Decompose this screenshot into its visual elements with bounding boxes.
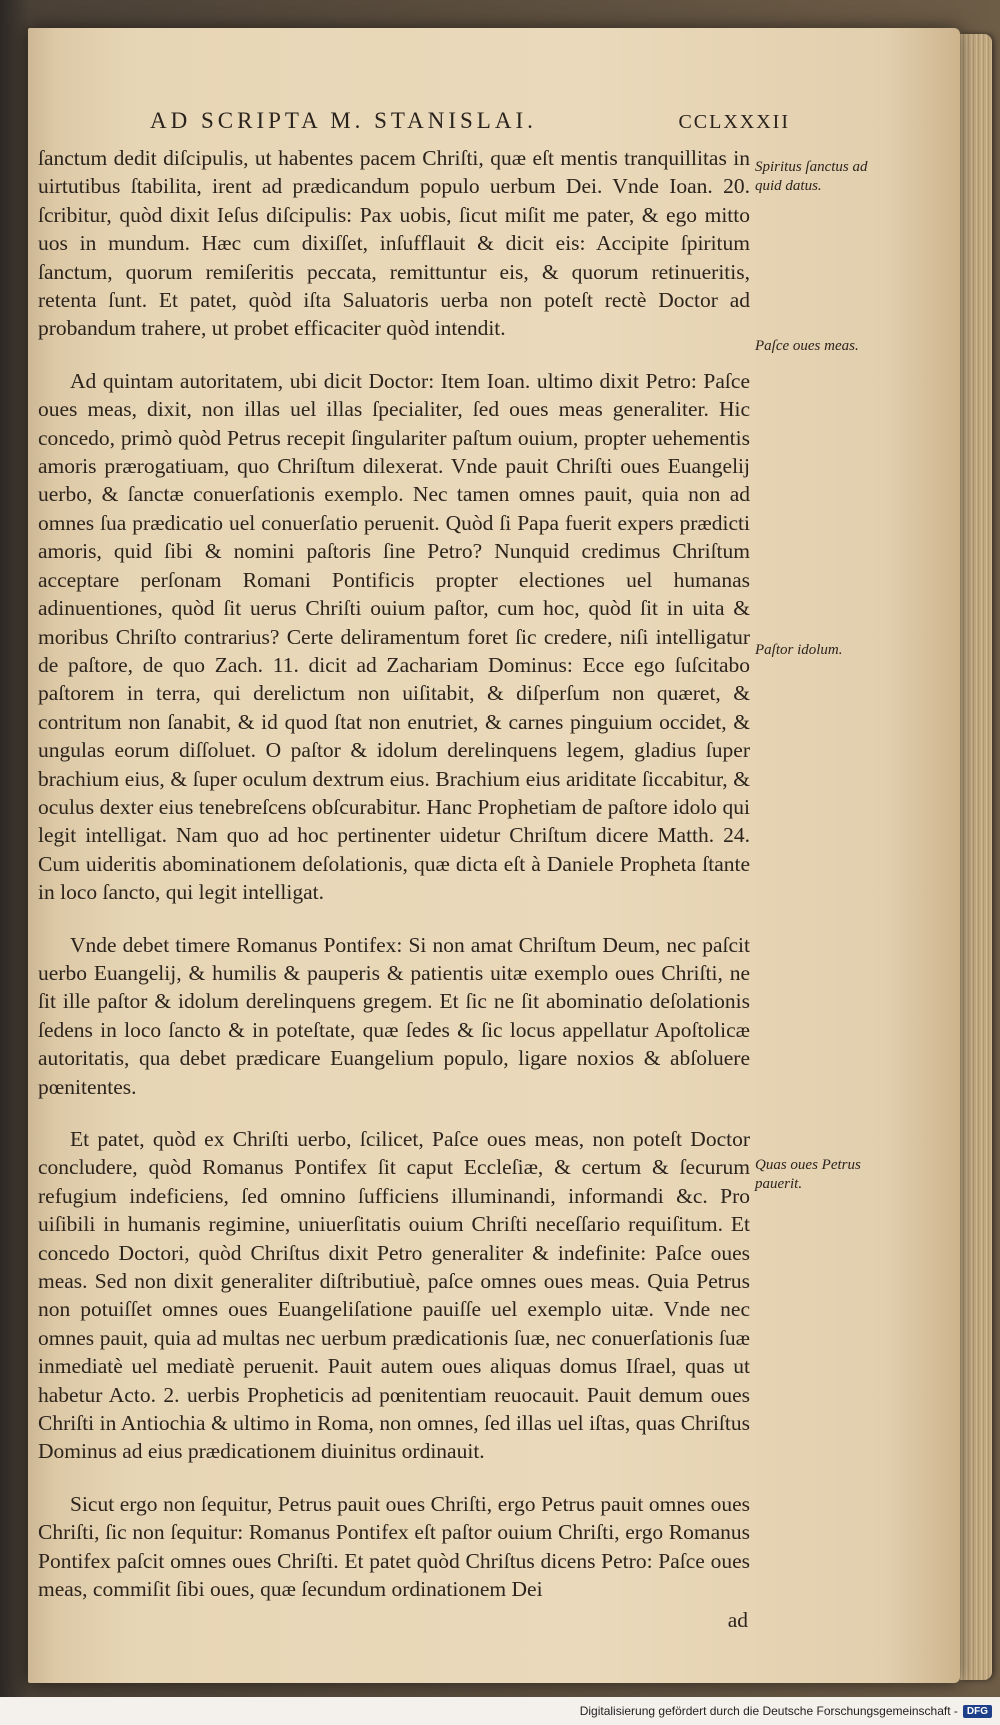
marginal-note-quas-oues: Quas oues Petrus pauerit. [755, 1157, 861, 1192]
marginal-note-pastor: Paſtor idolum. [755, 642, 843, 658]
footer-credit: Digitalisierung gefördert durch die Deutsche Forschungsgemeinschaft - [579, 1704, 958, 1718]
folio-number: CCLXXXII [678, 111, 790, 133]
paragraph-5: Sicut ergo non ſequitur, Petrus pauit oues Chriſti, ergo Petrus pauit omnes oues Chriſti, ſic non ſequitur: Romanus Pontifex eſt paſtor ouium Chriſti, ergo Romanus Pontifex paſcit omnes oues Chriſti. Et patet quòd Chriſtus dicens Petro: Paſce oues meas, commiſit ſibi oues, quæ ſecundum ordinationem Dei [38, 1491, 750, 1602]
paragraph-3: Vnde debet timere Romanus Pontifex: Si non amat Chriſtum Deum, nec paſcit uerbo Euangelij, & humilis & pauperis & patientis uitæ exemplo oues Chriſti, ne ſit ille paſtor & idolum derelinquens gregem. Et ſic ne ſit abominatio deſolationis ſedens in loco ſancto & in poteſtate, quæ ſedes & ſic locus appellatur Apoſtolicæ autoritatis, qua debet prædicare Euangelium populo, ligare noxios & abſoluere pœnitentes. [38, 932, 750, 1099]
digitization-footer [0, 1697, 1000, 1725]
catchword: ad [727, 1607, 748, 1632]
marginal-note-pasce: Paſce oues meas. [755, 338, 859, 354]
paragraph-1: ſanctum dedit diſcipulis, ut habentes pacem Chriſti, quæ eſt mentis tranquillitas in uirtutibus ſtabilita, irent ad prædicandum populo uerbum Dei. Vnde Ioan. 20. ſcribitur, quòd dixit Ieſus diſcipulis: Pax uobis, ſicut miſit me pater, & ego mitto uos in mundum. Hæc cum dixiſſet, inſufflauit & dicit eis: Accipite ſpiritum ſanctum, quorum remiſeritis peccata, remittuntur eis, & quorum retinueritis, retenta ſunt. Et patet, quòd iſta Saluatoris uerba non poteſt rectè Doctor ad probandum trahere, ut probet efficaciter quòd intendit. [38, 146, 750, 341]
marginal-note-spiritus: Spiritus ſanctus ad quid datus. [755, 159, 868, 194]
book-page-edges [960, 34, 992, 1680]
running-title: AD SCRIPTA M. STANISLAI. [150, 108, 537, 133]
dfg-logo: DFG [963, 1705, 992, 1718]
paragraph-4: Et patet, quòd ex Chriſti uerbo, ſcilicet, Paſce oues meas, non poteſt Doctor concludere, quòd Romanus Pontifex ſit caput Eccleſiæ, & certum & ſecurum refugium indeficiens, ſed omnino ſufficiens illuminandi, informandi &c. Pro uiſibili in humanis regimine, uniuerſitatis ouium Chriſti neceſſario requiſitum. Et concedo Doctori, quòd Chriſtus dixit Petro generaliter & indefinite: Paſce oues meas. Sed non dixit generaliter diſtributiuè, paſce omnes oues meas. Quia Petrus non potuiſſet omnes oues Euangeliſatione pauiſſe uel exemplo uitæ. Vnde nec omnes pauit, quia ad multas nec uerbum prædicationis ſuæ, nec conuerſationis ſuæ inmediatè uel mediatè peruenit. Pauit autem oues aliquas domus Iſrael, quas ut habetur Acto. 2. uerbis Propheticis ad pœnitentiam reuocauit. Pauit demum oues Chriſti in Antiochia & ultimo in Roma, non omnes, ſed illas uel iſtas, quas Chriſtus Dominus ad eius prædicationem diuinitus ordinauit. [38, 1127, 750, 1464]
paragraph-2: Ad quintam autoritatem, ubi dicit Doctor: Item Ioan. ultimo dixit Petro: Paſce oues meas, dixit, non illas uel illas ſpecialiter, ſed oues meas generaliter. Hic concedo, primò quòd Petrus recepit ſingulariter paſtum ouium, propter uehementis amoris prærogatiuam, quo Chriſtum dilexerat. Vnde pauit Chriſti oues Euangelij uerbo, & ſanctæ conuerſationis exemplo. Nec tamen omnes pauit, quia non ad omnes ſua prædicatio uel conuerſatio peruenit. Quòd ſi Papa fuerit expers prædicti amoris, quid ſibi & nomini paſtoris ſine Petro? Nunquid credimus Chriſtum acceptare perſonam Romani Pontificis propter electiones uel humanas adinuentiones, quòd ſit uerus Chriſti ouium paſtor, cum hoc, quòd ſit in uita & moribus Chriſto contrarius? Certe deliramentum foret ſic credere, niſi intelligatur de paſtore, de quo Zach. 11. dicit ad Zachariam Dominus: Ecce ego ſuſcitabo paſtorem in terra, qui derelictum non uiſitabit, & diſperſum non quæret, & contritum non ſanabit, & id quod ſtat non enutriet, & carnes pinguium occidet, & ungulas eorum diſſoluet. O paſtor & idolum derelinquens legem, gladius ſuper brachium eius, & ſuper oculum dextrum eius. Brachium eius ariditate ſiccabitur, & oculus dexter eius tenebreſcens obſcurabitur. Hanc Prophetiam de paſtore idolo qui legit intelligat. Nam quo ad hoc pertinenter uidetur Chriſtum dicere Matth. 24. Cum uideritis abominationem deſolationis, quæ dicta eſt à Daniele Propheta ſtante in loco ſancto, qui legit intelligat. [38, 368, 750, 905]
page-header [150, 108, 790, 134]
main-text-block [38, 144, 750, 1634]
